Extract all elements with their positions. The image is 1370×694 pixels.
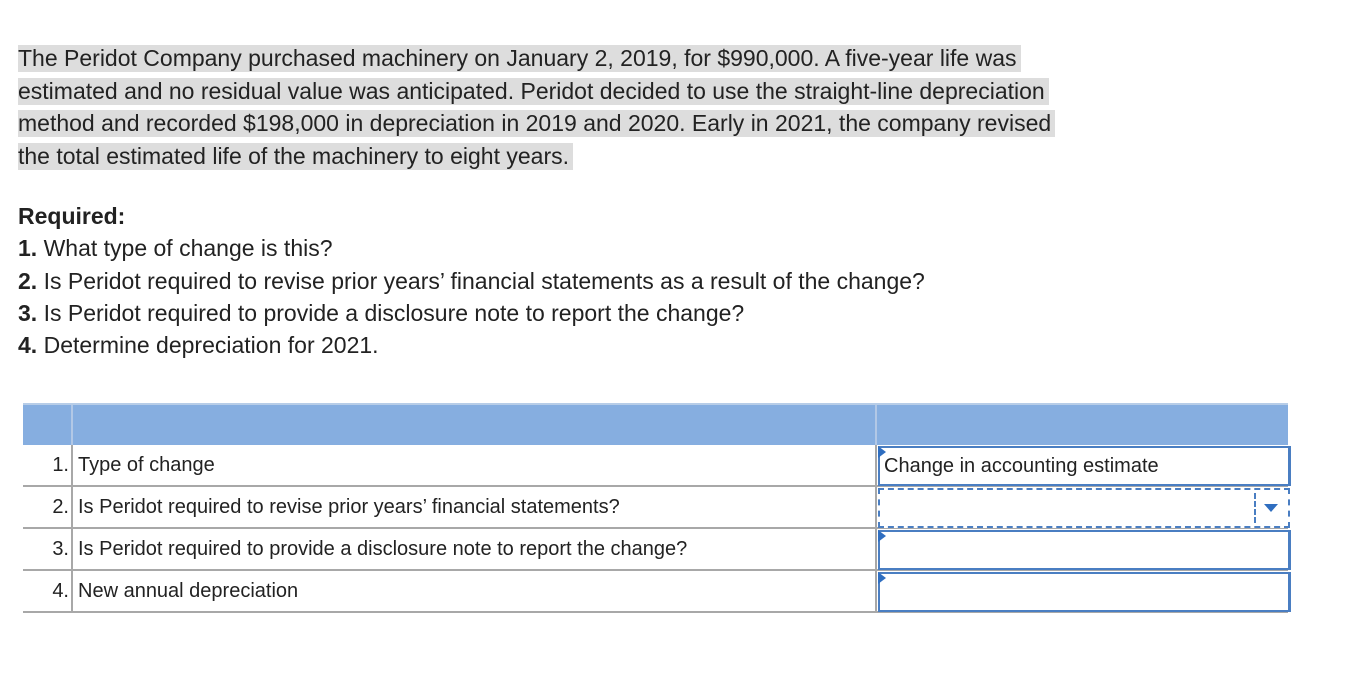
row-label: New annual depreciation [78,580,299,602]
required-item [18,265,925,297]
required-item-text: What type of change is this? [37,235,333,262]
problem-line-text: method and recorded $198,000 in depreciation in 2019 and 2020. Early in 2021, the company revised [18,110,1055,137]
column-divider [875,487,877,527]
required-item-text: Is Peridot required to revise prior years’ financial statements as a result of the change? [37,267,925,294]
revise-prior-statements-select[interactable] [878,488,1290,528]
required-section [18,200,925,361]
chevron-down-icon [1264,504,1278,512]
header-divider [875,405,877,445]
header-divider [71,405,73,445]
row-number: 2. [52,496,69,518]
column-divider [875,445,877,485]
required-item-number: 2. [18,267,38,294]
problem-line [18,107,1055,140]
table-row [23,529,1288,571]
table-header [23,403,1288,445]
required-item [18,329,925,361]
disclosure-note-input[interactable] [878,530,1291,570]
column-divider [71,529,73,569]
column-divider [71,445,73,485]
dropdown-button[interactable] [1254,493,1286,523]
table-row [23,571,1288,613]
required-item-text: Is Peridot required to provide a disclosure note to report the change? [37,299,745,326]
required-item-number: 1. [18,235,38,262]
problem-line-text: estimated and no residual value was anticipated. Peridot decided to use the straight-line depreciation [18,78,1049,105]
row-label: Is Peridot required to revise prior years’ financial statements? [78,496,620,518]
column-divider [71,487,73,527]
required-item-number: 3. [18,299,38,326]
column-divider [71,571,73,611]
blue-triangle-flag-icon [878,572,886,584]
required-title: Required: [18,203,126,229]
table-row [23,487,1288,529]
problem-line-text: the total estimated life of the machinery to eight years. [18,143,573,170]
problem-line [18,42,1055,75]
blue-triangle-flag-icon [878,530,886,542]
answer-table [23,403,1288,613]
problem-line [18,140,1055,173]
new-annual-depreciation-input[interactable] [878,572,1291,612]
problem-statement [18,42,1055,172]
type-of-change-input[interactable]: Change in accounting estimate [878,446,1291,486]
column-divider [875,529,877,569]
blue-triangle-flag-icon [878,446,886,458]
table-row [23,445,1288,487]
required-item-number: 4. [18,332,38,359]
row-number: 3. [52,538,69,560]
row-label: Type of change [78,454,215,476]
row-number: 1. [52,454,69,476]
required-item [18,232,925,264]
row-label: Is Peridot required to provide a disclosure note to report the change? [78,538,688,560]
problem-line-text: The Peridot Company purchased machinery on January 2, 2019, for $990,000. A five-year life was [18,45,1021,72]
required-item-text: Determine depreciation for 2021. [37,332,379,359]
required-item [18,297,925,329]
column-divider [875,571,877,611]
problem-line [18,75,1055,108]
row-number: 4. [52,580,69,602]
